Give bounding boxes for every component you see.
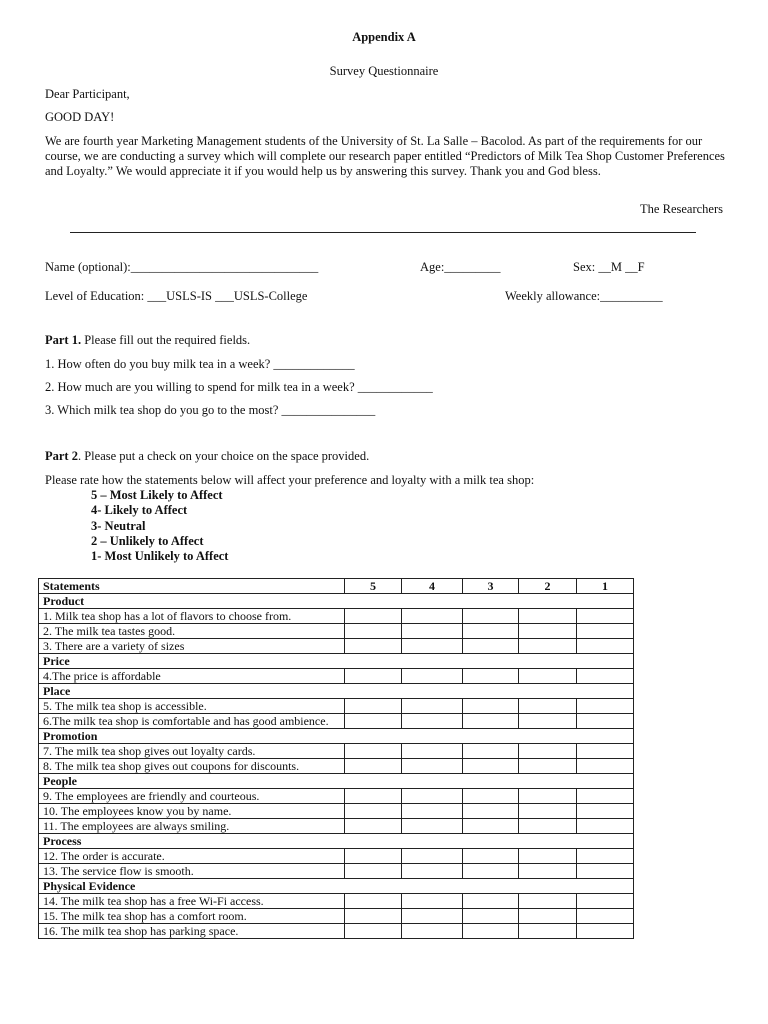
rating-cell-5[interactable] xyxy=(345,849,402,864)
greeting: GOOD DAY! xyxy=(45,110,115,124)
category-label: People xyxy=(39,774,634,789)
allowance-field: Weekly allowance:__________ xyxy=(505,289,663,303)
rating-cell-4[interactable] xyxy=(402,669,463,684)
header-2: 2 xyxy=(519,579,577,594)
table-row xyxy=(39,759,634,774)
rating-cell-5[interactable] xyxy=(345,759,402,774)
table-row xyxy=(39,849,634,864)
part1-label: Part 1. xyxy=(45,333,82,347)
rating-cell-5[interactable] xyxy=(345,909,402,924)
category-row xyxy=(39,729,634,744)
rating-cell-4[interactable] xyxy=(402,759,463,774)
table-row xyxy=(39,639,634,654)
rating-cell-2[interactable] xyxy=(519,624,577,639)
category-row xyxy=(39,594,634,609)
table-row xyxy=(39,804,634,819)
rating-cell-2[interactable] xyxy=(519,924,577,939)
rating-cell-2[interactable] xyxy=(519,609,577,624)
survey-subtitle: Survey Questionnaire xyxy=(329,64,439,78)
statement-cell: 7. The milk tea shop gives out loyalty cards. xyxy=(39,744,345,759)
statement-cell: 15. The milk tea shop has a comfort room. xyxy=(39,909,345,924)
rating-cell-3[interactable] xyxy=(463,639,519,654)
rating-cell-1[interactable] xyxy=(577,759,634,774)
rating-cell-2[interactable] xyxy=(519,744,577,759)
rating-cell-3[interactable] xyxy=(463,759,519,774)
education-field: Level of Education: ___USLS-IS ___USLS-College xyxy=(45,289,308,303)
rating-cell-2[interactable] xyxy=(519,864,577,879)
rating-cell-5[interactable] xyxy=(345,864,402,879)
rating-cell-3[interactable] xyxy=(463,819,519,834)
rating-cell-2[interactable] xyxy=(519,639,577,654)
category-row xyxy=(39,654,634,669)
rating-cell-5[interactable] xyxy=(345,609,402,624)
rating-cell-2[interactable] xyxy=(519,894,577,909)
table-row xyxy=(39,609,634,624)
scale-5: 5 – Most Likely to Affect xyxy=(91,488,223,502)
rating-cell-4[interactable] xyxy=(402,864,463,879)
rating-table xyxy=(38,578,634,939)
statement-cell: 13. The service flow is smooth. xyxy=(39,864,345,879)
scale-4: 4- Likely to Affect xyxy=(91,503,188,518)
statement-cell: 5. The milk tea shop is accessible. xyxy=(39,699,345,714)
rating-cell-4[interactable] xyxy=(402,909,463,924)
statement-cell: 16. The milk tea shop has parking space. xyxy=(39,924,345,939)
category-label: Process xyxy=(39,834,634,849)
table-row xyxy=(39,699,634,714)
rating-cell-3[interactable] xyxy=(463,864,519,879)
rating-cell-1[interactable] xyxy=(577,744,634,759)
divider-line xyxy=(70,232,696,233)
table-row xyxy=(39,624,634,639)
table-row xyxy=(39,714,634,729)
rating-cell-5[interactable] xyxy=(345,924,402,939)
appendix-title: Appendix A xyxy=(352,30,416,44)
part1-heading xyxy=(45,333,250,348)
rating-cell-1[interactable] xyxy=(577,804,634,819)
table-row xyxy=(39,789,634,804)
statement-cell: 6.The milk tea shop is comfortable and has good ambience. xyxy=(39,714,345,729)
rating-cell-1[interactable] xyxy=(577,819,634,834)
category-label: Physical Evidence xyxy=(39,879,634,894)
rating-cell-3[interactable] xyxy=(463,894,519,909)
rating-cell-1[interactable] xyxy=(577,849,634,864)
rating-cell-4[interactable] xyxy=(402,609,463,624)
rating-cell-4[interactable] xyxy=(402,819,463,834)
part2-label: Part 2 xyxy=(45,449,78,463)
rating-cell-1[interactable] xyxy=(577,714,634,729)
rating-cell-4[interactable] xyxy=(402,849,463,864)
rating-cell-4[interactable] xyxy=(402,699,463,714)
part1-question-3: 3. Which milk tea shop do you go to the most? _______________ xyxy=(45,403,376,417)
age-field: Age:_________ xyxy=(420,260,501,274)
header-3: 3 xyxy=(463,579,519,594)
header-4: 4 xyxy=(402,579,463,594)
table-body xyxy=(39,594,634,939)
rating-cell-1[interactable] xyxy=(577,789,634,804)
rating-cell-1[interactable] xyxy=(577,894,634,909)
part2-instruction: . Please put a check on your choice on the space provided. xyxy=(77,449,370,463)
statement-cell: 14. The milk tea shop has a free Wi-Fi access. xyxy=(39,894,345,909)
table-row xyxy=(39,744,634,759)
rating-cell-1[interactable] xyxy=(577,909,634,924)
rate-instruction: Please rate how the statements below will affect your preference and loyalty with a milk tea shop: xyxy=(45,473,535,487)
header-statements: Statements xyxy=(39,579,345,594)
rating-cell-3[interactable] xyxy=(463,714,519,729)
rating-cell-2[interactable] xyxy=(519,714,577,729)
category-row xyxy=(39,684,634,699)
rating-cell-3[interactable] xyxy=(463,804,519,819)
rating-cell-5[interactable] xyxy=(345,894,402,909)
category-label: Price xyxy=(39,654,634,669)
rating-cell-4[interactable] xyxy=(402,804,463,819)
rating-cell-4[interactable] xyxy=(402,894,463,909)
statement-cell: 9. The employees are friendly and courteous. xyxy=(39,789,345,804)
header-1: 1 xyxy=(577,579,634,594)
rating-cell-1[interactable] xyxy=(577,669,634,684)
table-row xyxy=(39,669,634,684)
table-row xyxy=(39,864,634,879)
rating-cell-2[interactable] xyxy=(519,819,577,834)
rating-cell-2[interactable] xyxy=(519,849,577,864)
category-label: Place xyxy=(39,684,634,699)
rating-cell-1[interactable] xyxy=(577,609,634,624)
table-header-row xyxy=(39,579,634,594)
part1-question-1: 1. How often do you buy milk tea in a week? _____________ xyxy=(45,357,355,371)
rating-cell-3[interactable] xyxy=(463,924,519,939)
rating-cell-5[interactable] xyxy=(345,639,402,654)
rating-cell-5[interactable] xyxy=(345,699,402,714)
name-field: Name (optional):______________________________ xyxy=(45,260,319,274)
rating-cell-3[interactable] xyxy=(463,849,519,864)
rating-cell-4[interactable] xyxy=(402,624,463,639)
statement-cell: 1. Milk tea shop has a lot of flavors to choose from. xyxy=(39,609,345,624)
table-row xyxy=(39,909,634,924)
statement-cell: 3. There are a variety of sizes xyxy=(39,639,345,654)
rating-cell-4[interactable] xyxy=(402,789,463,804)
rating-cell-5[interactable] xyxy=(345,819,402,834)
rating-cell-5[interactable] xyxy=(345,789,402,804)
rating-cell-3[interactable] xyxy=(463,624,519,639)
rating-cell-3[interactable] xyxy=(463,669,519,684)
scale-2: 2 – Unlikely to Affect xyxy=(91,533,204,548)
rating-cell-2[interactable] xyxy=(519,909,577,924)
rating-cell-1[interactable] xyxy=(577,639,634,654)
rating-cell-2[interactable] xyxy=(519,789,577,804)
rating-cell-5[interactable] xyxy=(345,804,402,819)
part1-question-2: 2. How much are you willing to spend for milk tea in a week? ____________ xyxy=(45,380,433,394)
rating-cell-5[interactable] xyxy=(345,669,402,684)
rating-cell-1[interactable] xyxy=(577,699,634,714)
table-row xyxy=(39,894,634,909)
sex-field: Sex: __M __F xyxy=(573,260,645,274)
rating-cell-5[interactable] xyxy=(345,624,402,639)
rating-cell-4[interactable] xyxy=(402,639,463,654)
rating-cell-2[interactable] xyxy=(519,759,577,774)
table-row xyxy=(39,819,634,834)
salutation: Dear Participant, xyxy=(45,87,130,101)
statement-cell: 8. The milk tea shop gives out coupons for discounts. xyxy=(39,759,345,774)
statement-cell: 4.The price is affordable xyxy=(39,669,345,684)
rating-cell-5[interactable] xyxy=(345,744,402,759)
statement-cell: 10. The employees know you by name. xyxy=(39,804,345,819)
rating-cell-3[interactable] xyxy=(463,789,519,804)
rating-cell-3[interactable] xyxy=(463,744,519,759)
category-row xyxy=(39,774,634,789)
statement-cell: 11. The employees are always smiling. xyxy=(39,819,345,834)
category-label: Product xyxy=(39,594,634,609)
part1-instruction: Please fill out the required fields. xyxy=(81,333,251,347)
rating-cell-2[interactable] xyxy=(519,699,577,714)
category-label: Promotion xyxy=(39,729,634,744)
header-5: 5 xyxy=(345,579,402,594)
table-row xyxy=(39,924,634,939)
statement-cell: 12. The order is accurate. xyxy=(39,849,345,864)
rating-cell-3[interactable] xyxy=(463,699,519,714)
rating-cell-3[interactable] xyxy=(463,609,519,624)
category-row xyxy=(39,879,634,894)
rating-cell-2[interactable] xyxy=(519,669,577,684)
scale-1: 1- Most Unlikely to Affect xyxy=(91,549,229,564)
rating-cell-2[interactable] xyxy=(519,804,577,819)
category-row xyxy=(39,834,634,849)
rating-cell-1[interactable] xyxy=(577,924,634,939)
rating-cell-3[interactable] xyxy=(463,909,519,924)
rating-cell-4[interactable] xyxy=(402,714,463,729)
statement-cell: 2. The milk tea tastes good. xyxy=(39,624,345,639)
rating-scale xyxy=(91,488,228,564)
rating-cell-4[interactable] xyxy=(402,744,463,759)
rating-cell-1[interactable] xyxy=(577,864,634,879)
rating-cell-5[interactable] xyxy=(345,714,402,729)
rating-cell-4[interactable] xyxy=(402,924,463,939)
part2-heading xyxy=(45,449,369,464)
scale-3: 3- Neutral xyxy=(91,518,146,533)
intro-paragraph: We are fourth year Marketing Management students of the University of St. La Salle – Bacolod. As part of the requirements for our course, we are conducting a survey which will complete our research paper entitled “Predictors of Milk Tea Shop Customer Preferences and Loyalty.” We would appreciate it if you would help us by answering this survey. Thank you and God bless. xyxy=(45,134,725,179)
signature: The Researchers xyxy=(640,202,723,216)
rating-cell-1[interactable] xyxy=(577,624,634,639)
